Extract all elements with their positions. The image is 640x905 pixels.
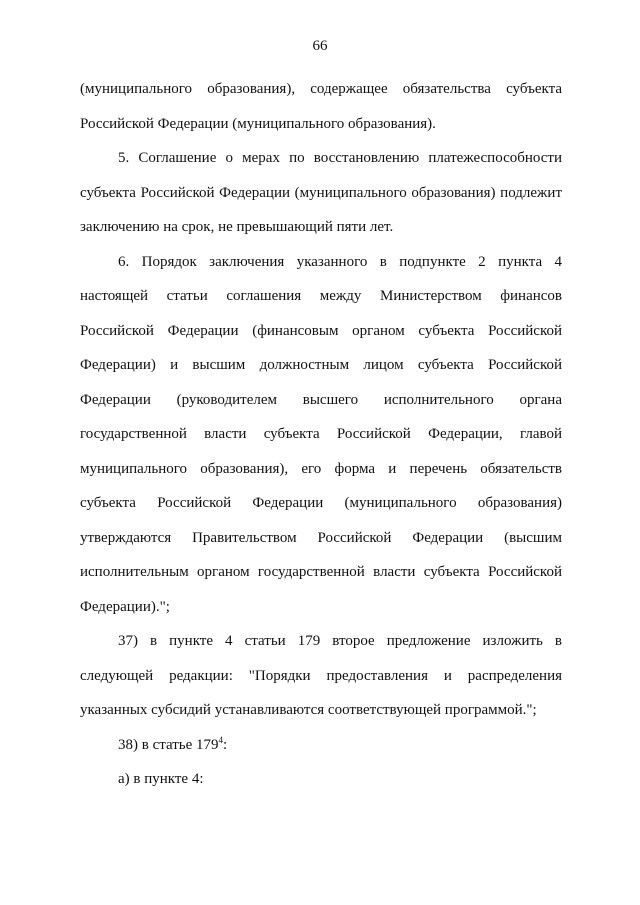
document-body (80, 72, 562, 797)
item-38-colon: : (223, 736, 228, 753)
paragraph-subitem-a: а) в пункте 4: (118, 771, 204, 787)
page-number: 66 (312, 38, 328, 54)
item-38-text: 38) в статье 179 (118, 736, 219, 753)
paragraph-continuation: (муниципального образования), содержащее обязательства субъекта Российской Федерации (муниципального образования). (80, 81, 562, 132)
paragraph-item-38 (80, 728, 562, 763)
paragraph-item-37: 37) в пункте 4 статьи 179 второе предложение изложить в следующей редакции: "Порядки предоставления и распределения указанных субсидий устанавливаются соответствующей программой."; (80, 633, 562, 718)
paragraph-item-5: 5. Соглашение о мерах по восстановлению платежеспособности субъекта Российской Федерации (муниципального образования) подлежит заключению на срок, не превышающий пяти лет. (80, 150, 562, 235)
item-38-superscript: 4 (218, 734, 224, 745)
paragraph-item-6: 6. Порядок заключения указанного в подпункте 2 пункта 4 настоящей статьи соглашения между Министерством финансов Российской Федерации (финансовым органом субъекта Российской Федерации) и высшим должностным лицом субъекта Российской Федерации (руководителем высшего исполнительного органа государственной власти субъекта Российской Федерации, главой муниципального образования), его форма и перечень обязательств субъекта Российской Федерации (муниципального образования) утверждаются Правительством Российской Федерации (высшим исполнительным органом государственной власти субъекта Российской Федерации)."; (80, 253, 562, 615)
